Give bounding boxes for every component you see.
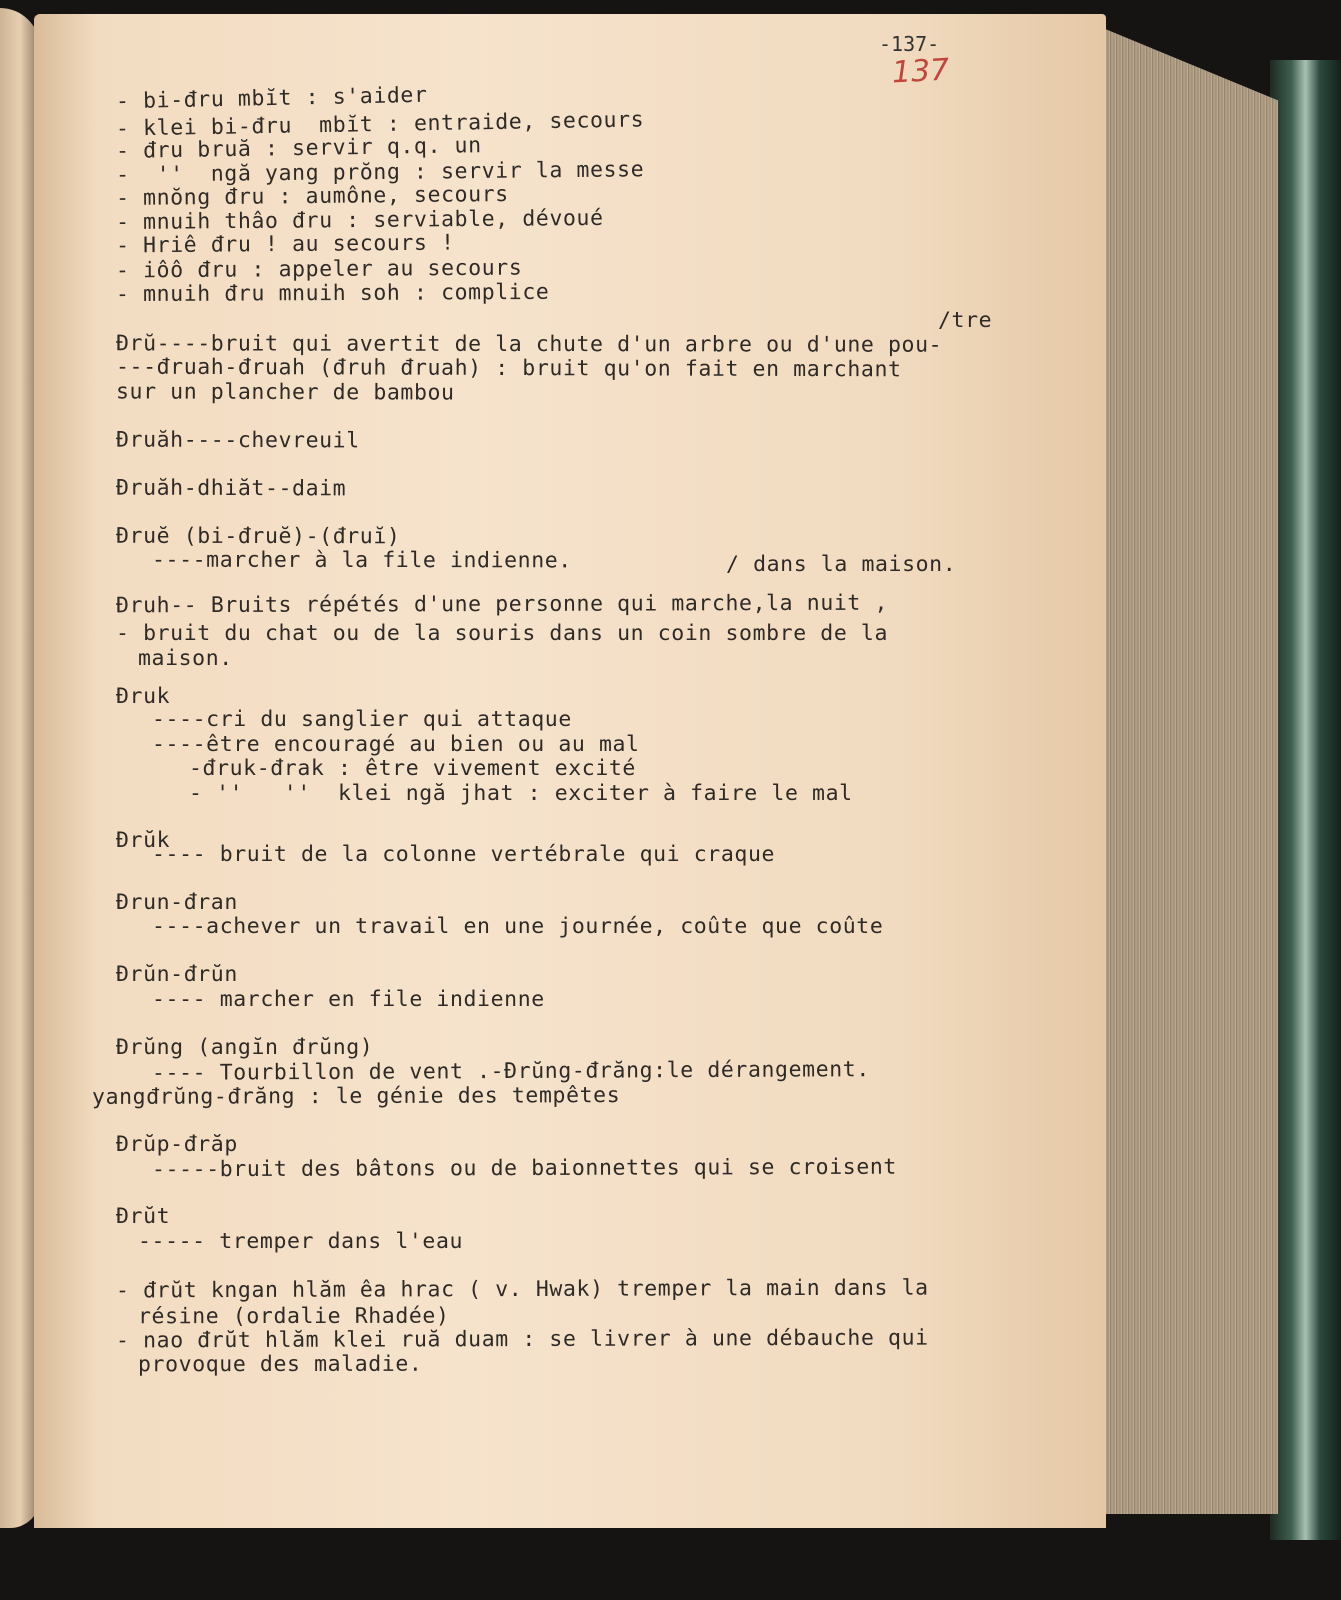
text-line: ---- marcher en file indienne — [152, 987, 545, 1012]
document-page — [34, 14, 1106, 1528]
text-line: - mnuih đru mnuih soh : complice — [115, 279, 550, 308]
text-line: Đruĕ (bi-đruĕ)-(đruĭ) — [115, 523, 401, 550]
text-line: - '' ngă yang prŏng : servir la messe — [115, 157, 645, 188]
text-line: ---- bruit de la colonne vertébrale qui craque — [152, 842, 776, 867]
text-line: -đruk-đrak : être vivement excité — [189, 756, 636, 781]
text-line: - bi-đru mbĭt : s'aider — [115, 82, 428, 115]
text-line: ----être encouragé au bien ou au mal — [152, 732, 640, 757]
text-line: ----achever un travail en une journée, coûte que coûte — [152, 914, 884, 939]
text-line: - Hriê đru ! au secours ! — [115, 230, 455, 259]
text-line: sur un plancher de bambou — [115, 379, 455, 406]
text-line: ----marcher à la file indienne. — [151, 547, 572, 574]
text-line: Đrŭn-đrŭn — [116, 962, 238, 987]
text-line: maison. — [138, 646, 233, 671]
handwritten-folio-number: 137 — [891, 52, 951, 91]
text-line: - đrŭt kngan hlăm êa hrac ( v. Hwak) tremper la main dans la — [115, 1275, 929, 1304]
text-line: /tre — [938, 308, 993, 333]
text-line: Đrun-đran — [116, 890, 238, 915]
text-line: Đruk — [116, 684, 171, 709]
text-line: ----- tremper dans l'eau — [138, 1229, 464, 1254]
text-line: ---- Tourbillon de vent .-Đrŭng-đrăng:le dérangement. — [151, 1057, 870, 1086]
text-line: - mnuih thâo đru : serviable, dévoué — [115, 205, 604, 236]
text-line: - đru bruă : servir q.q. un — [115, 133, 482, 164]
text-line: - nao đrŭt hlăm klei ruă duam : se livrer à une débauche qui — [115, 1325, 929, 1354]
page-number-stamp: -137- — [879, 32, 940, 56]
text-line: - '' '' klei ngă jhat : exciter à faire le mal — [189, 781, 853, 806]
text-line: -----bruit des bâtons ou de baionnettes qui se croisent — [151, 1154, 897, 1183]
text-line: ----cri du sanglier qui attaque — [152, 707, 572, 732]
text-line: Đruăh----chevreuil — [115, 427, 360, 454]
text-line: Đruh-- Bruits répétés d'une personne qui marche,la nuit , — [115, 590, 889, 619]
page-stack-edge — [1098, 26, 1278, 1514]
text-line: - klei bi-đru mbĭt : entraide, secours — [115, 107, 645, 142]
text-line: ---đruah-đruah (đruh đruah) : bruit qu'on fait en marchant — [115, 354, 902, 383]
text-line: provoque des maladie. — [137, 1351, 423, 1378]
text-line: Đrŭk — [116, 828, 171, 853]
text-line: Đrŭ----bruit qui avertit de la chute d'un arbre ou d'une pou- — [115, 331, 943, 358]
text-line: Đruăh-dhiăt--daim — [115, 475, 347, 502]
text-line: - bruit du chat ou de la souris dans un coin sombre de la — [116, 621, 889, 646]
text-line: - mnŏng đru : aumône, secours — [115, 181, 509, 212]
book-cover-edge — [1270, 60, 1341, 1540]
text-line: résine (ordalie Rhadée) — [137, 1303, 450, 1330]
text-line: - iôô đru : appeler au secours — [115, 255, 523, 284]
text-line: Đrŭt — [116, 1204, 171, 1229]
text-line: / dans la maison. — [726, 552, 957, 577]
text-line: Đrŭng (angĭn đrŭng) — [116, 1035, 374, 1060]
text-line: Đrŭp-đrăp — [116, 1132, 238, 1157]
text-line: yangđrŭng-đrăng : le génie des tempêtes — [91, 1083, 621, 1110]
